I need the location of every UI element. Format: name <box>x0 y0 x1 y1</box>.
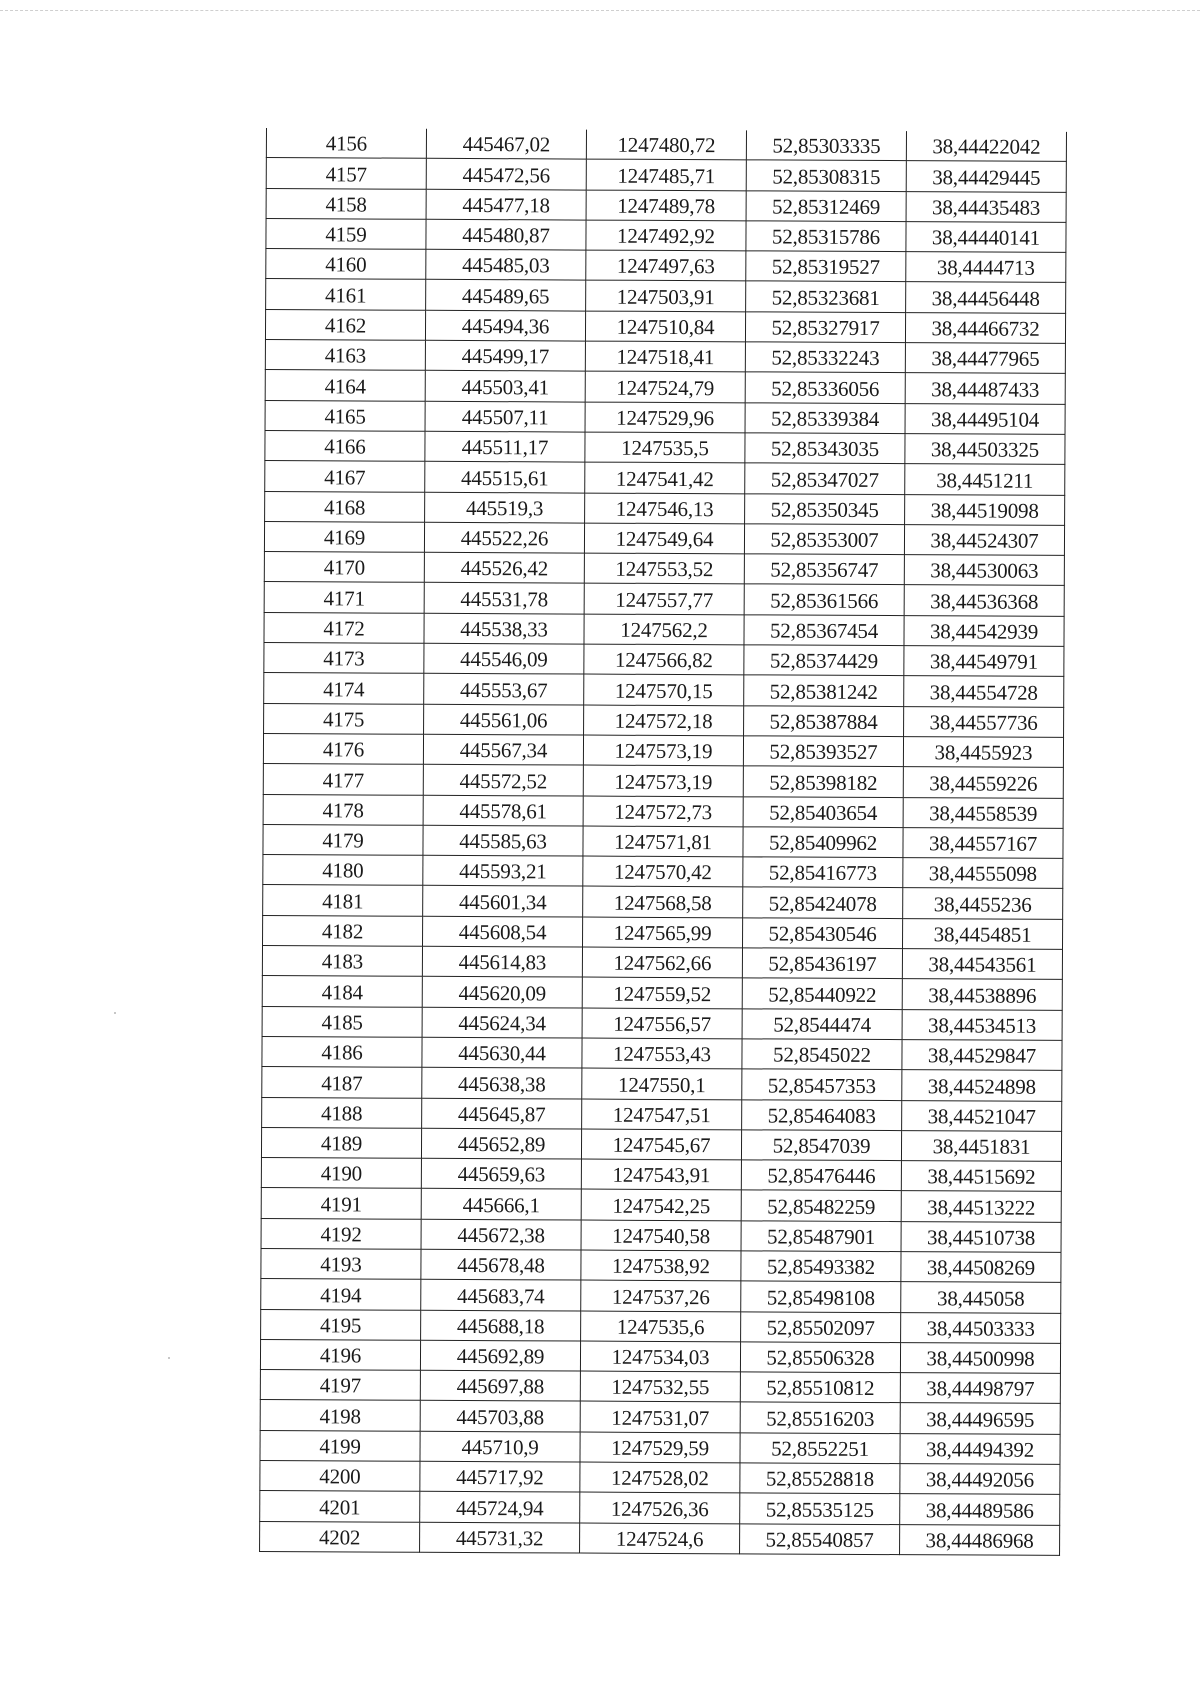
table-row <box>265 491 1065 525</box>
table-row <box>260 1400 1060 1434</box>
y-coordinate-cell: 1247565,99 <box>583 917 743 948</box>
y-coordinate-cell: 1247535,5 <box>585 432 745 463</box>
table-row <box>263 764 1063 798</box>
table-row <box>264 612 1064 646</box>
latitude-cell: 52,85506328 <box>740 1342 900 1373</box>
x-coordinate-cell: 445546,09 <box>424 643 584 674</box>
latitude-cell: 52,85319527 <box>746 251 906 282</box>
point-number-cell: 4181 <box>263 885 423 916</box>
x-coordinate-cell: 445499,17 <box>425 340 585 371</box>
point-number-cell: 4168 <box>265 491 425 522</box>
longitude-cell: 38,44495104 <box>905 403 1065 434</box>
longitude-cell: 38,44557736 <box>904 706 1064 737</box>
latitude-cell: 52,85332243 <box>745 342 905 373</box>
longitude-cell: 38,44513222 <box>901 1191 1061 1222</box>
y-coordinate-cell: 1247568,58 <box>583 886 743 917</box>
latitude-cell: 52,85457353 <box>742 1069 902 1100</box>
longitude-cell: 38,4451211 <box>905 464 1065 495</box>
x-coordinate-cell: 445561,06 <box>424 704 584 735</box>
longitude-cell: 38,44555098 <box>903 858 1063 889</box>
latitude-cell: 52,85516203 <box>740 1402 900 1433</box>
latitude-cell: 52,8545022 <box>742 1039 902 1070</box>
table-row <box>261 1127 1061 1161</box>
table-row <box>262 976 1062 1010</box>
table-row <box>262 1006 1062 1040</box>
point-number-cell: 4197 <box>260 1370 420 1401</box>
y-coordinate-cell: 1247573,19 <box>583 765 743 796</box>
longitude-cell: 38,44559226 <box>903 767 1063 798</box>
x-coordinate-cell: 445511,17 <box>425 431 585 462</box>
longitude-cell: 38,44477965 <box>905 343 1065 374</box>
table-row <box>260 1491 1060 1525</box>
table-row <box>264 521 1064 555</box>
table-row <box>260 1339 1060 1373</box>
y-coordinate-cell: 1247562,66 <box>582 947 742 978</box>
table-row <box>263 915 1063 949</box>
latitude-cell: 52,85347027 <box>745 463 905 494</box>
y-coordinate-cell: 1247480,72 <box>586 130 746 161</box>
point-number-cell: 4182 <box>263 915 423 946</box>
longitude-cell: 38,44456448 <box>906 282 1066 313</box>
latitude-cell: 52,85323681 <box>746 281 906 312</box>
latitude-cell: 52,85387884 <box>744 705 904 736</box>
x-coordinate-cell: 445601,34 <box>423 886 583 917</box>
point-number-cell: 4174 <box>264 673 424 704</box>
x-coordinate-cell: 445593,21 <box>423 855 583 886</box>
x-coordinate-cell: 445553,67 <box>424 674 584 705</box>
point-number-cell: 4196 <box>260 1339 420 1370</box>
point-number-cell: 4158 <box>266 188 426 219</box>
longitude-cell: 38,44440141 <box>906 222 1066 253</box>
point-number-cell: 4160 <box>266 249 426 280</box>
longitude-cell: 38,44542939 <box>904 615 1064 646</box>
longitude-cell: 38,44500998 <box>900 1342 1060 1373</box>
point-number-cell: 4159 <box>266 218 426 249</box>
x-coordinate-cell: 445572,52 <box>423 765 583 796</box>
table-row <box>262 1036 1062 1070</box>
y-coordinate-cell: 1247549,64 <box>584 523 744 554</box>
y-coordinate-cell: 1247489,78 <box>586 190 746 221</box>
table-row <box>261 1188 1061 1222</box>
point-number-cell: 4172 <box>264 612 424 643</box>
x-coordinate-cell: 445717,92 <box>420 1461 580 1492</box>
point-number-cell: 4165 <box>265 400 425 431</box>
latitude-cell: 52,85424078 <box>743 887 903 918</box>
point-number-cell: 4189 <box>261 1127 421 1158</box>
latitude-cell: 52,85528818 <box>740 1463 900 1494</box>
longitude-cell: 38,44536368 <box>904 585 1064 616</box>
table-row <box>264 703 1064 737</box>
latitude-cell: 52,85487901 <box>741 1221 901 1252</box>
x-coordinate-cell: 445531,78 <box>424 583 584 614</box>
x-coordinate-cell: 445688,18 <box>421 1310 581 1341</box>
latitude-cell: 52,85502097 <box>741 1311 901 1342</box>
y-coordinate-cell: 1247562,2 <box>584 614 744 645</box>
longitude-cell: 38,4455923 <box>903 737 1063 768</box>
longitude-cell: 38,44549791 <box>904 646 1064 677</box>
longitude-cell: 38,4451831 <box>901 1130 1061 1161</box>
longitude-cell: 38,44422042 <box>906 131 1066 162</box>
table-row <box>263 794 1063 828</box>
latitude-cell: 52,8552251 <box>740 1433 900 1464</box>
latitude-cell: 52,85493382 <box>741 1251 901 1282</box>
point-number-cell: 4167 <box>265 461 425 492</box>
y-coordinate-cell: 1247528,02 <box>580 1462 740 1493</box>
x-coordinate-cell: 445692,89 <box>420 1340 580 1371</box>
table-row <box>266 128 1066 162</box>
point-number-cell: 4175 <box>264 703 424 734</box>
x-coordinate-cell: 445710,9 <box>420 1431 580 1462</box>
y-coordinate-cell: 1247540,58 <box>581 1220 741 1251</box>
point-number-cell: 4194 <box>261 1279 421 1310</box>
x-coordinate-cell: 445697,88 <box>420 1370 580 1401</box>
y-coordinate-cell: 1247571,81 <box>583 826 743 857</box>
x-coordinate-cell: 445652,89 <box>421 1128 581 1159</box>
longitude-cell: 38,445058 <box>901 1282 1061 1313</box>
y-coordinate-cell: 1247570,42 <box>583 856 743 887</box>
point-number-cell: 4166 <box>265 430 425 461</box>
y-coordinate-cell: 1247573,19 <box>583 735 743 766</box>
latitude-cell: 52,85535125 <box>740 1493 900 1524</box>
table-row <box>261 1309 1061 1343</box>
point-number-cell: 4186 <box>262 1036 422 1067</box>
longitude-cell: 38,44534513 <box>902 1009 1062 1040</box>
point-number-cell: 4183 <box>262 946 422 977</box>
scan-speck <box>168 1357 170 1359</box>
longitude-cell: 38,4444713 <box>906 252 1066 283</box>
point-number-cell: 4176 <box>263 733 423 764</box>
y-coordinate-cell: 1247531,07 <box>580 1402 740 1433</box>
table-row <box>260 1370 1060 1404</box>
latitude-cell: 52,8544474 <box>742 1008 902 1039</box>
y-coordinate-cell: 1247546,13 <box>585 493 745 524</box>
y-coordinate-cell: 1247547,51 <box>582 1099 742 1130</box>
longitude-cell: 38,44538896 <box>902 979 1062 1010</box>
y-coordinate-cell: 1247550,1 <box>582 1068 742 1099</box>
latitude-cell: 52,85353007 <box>744 524 904 555</box>
longitude-cell: 38,44435483 <box>906 191 1066 222</box>
latitude-cell: 52,85381242 <box>744 675 904 706</box>
table-row <box>265 461 1065 495</box>
latitude-cell: 52,85540857 <box>740 1523 900 1554</box>
longitude-cell: 38,44558539 <box>903 797 1063 828</box>
x-coordinate-cell: 445614,83 <box>422 946 582 977</box>
longitude-cell: 38,44530063 <box>904 555 1064 586</box>
table-row <box>264 552 1064 586</box>
longitude-cell: 38,44498797 <box>900 1373 1060 1404</box>
longitude-cell: 38,44510738 <box>901 1221 1061 1252</box>
table-row <box>261 1248 1061 1282</box>
y-coordinate-cell: 1247535,6 <box>581 1311 741 1342</box>
point-number-cell: 4161 <box>266 279 426 310</box>
latitude-cell: 52,85510812 <box>740 1372 900 1403</box>
table-row <box>263 855 1063 889</box>
x-coordinate-cell: 445519,3 <box>425 492 585 523</box>
y-coordinate-cell: 1247537,26 <box>581 1280 741 1311</box>
table-row <box>263 885 1063 919</box>
table-row <box>265 340 1065 374</box>
point-number-cell: 4184 <box>262 976 422 1007</box>
point-number-cell: 4185 <box>262 1006 422 1037</box>
longitude-cell: 38,44543561 <box>902 949 1062 980</box>
longitude-cell: 38,44466732 <box>905 312 1065 343</box>
latitude-cell: 52,85336056 <box>745 372 905 403</box>
point-number-cell: 4202 <box>260 1521 420 1552</box>
longitude-cell: 38,44524307 <box>904 524 1064 555</box>
latitude-cell: 52,85482259 <box>741 1190 901 1221</box>
x-coordinate-cell: 445578,61 <box>423 795 583 826</box>
latitude-cell: 52,85350345 <box>745 493 905 524</box>
latitude-cell: 52,85476446 <box>741 1160 901 1191</box>
table-row <box>264 643 1064 677</box>
table-row <box>265 309 1065 343</box>
x-coordinate-cell: 445672,38 <box>421 1219 581 1250</box>
point-number-cell: 4200 <box>260 1461 420 1492</box>
latitude-cell: 52,85315786 <box>746 221 906 252</box>
table-row <box>265 430 1065 464</box>
latitude-cell: 52,85327917 <box>745 312 905 343</box>
table-row <box>264 673 1064 707</box>
y-coordinate-cell: 1247532,55 <box>580 1371 740 1402</box>
table-row <box>261 1279 1061 1313</box>
latitude-cell: 52,85498108 <box>741 1281 901 1312</box>
table-row <box>266 158 1066 192</box>
y-coordinate-cell: 1247492,92 <box>586 220 746 251</box>
x-coordinate-cell: 445645,87 <box>422 1098 582 1129</box>
y-coordinate-cell: 1247485,71 <box>586 159 746 190</box>
x-coordinate-cell: 445515,61 <box>425 462 585 493</box>
table-row <box>261 1158 1061 1192</box>
table-row <box>266 279 1066 313</box>
x-coordinate-cell: 445489,65 <box>426 280 586 311</box>
x-coordinate-cell: 445703,88 <box>420 1401 580 1432</box>
table-row <box>261 1218 1061 1252</box>
latitude-cell: 52,85409962 <box>743 827 903 858</box>
y-coordinate-cell: 1247559,52 <box>582 977 742 1008</box>
latitude-cell: 52,8547039 <box>741 1130 901 1161</box>
point-number-cell: 4169 <box>264 521 424 552</box>
latitude-cell: 52,85312469 <box>746 190 906 221</box>
point-number-cell: 4180 <box>263 855 423 886</box>
longitude-cell: 38,44521047 <box>902 1100 1062 1131</box>
y-coordinate-cell: 1247553,43 <box>582 1038 742 1069</box>
y-coordinate-cell: 1247553,52 <box>584 553 744 584</box>
latitude-cell: 52,85430546 <box>742 918 902 949</box>
point-number-cell: 4163 <box>265 340 425 371</box>
x-coordinate-cell: 445472,56 <box>426 159 586 190</box>
point-number-cell: 4199 <box>260 1430 420 1461</box>
point-number-cell: 4177 <box>263 764 423 795</box>
latitude-cell: 52,85361566 <box>744 584 904 615</box>
table-row <box>266 188 1066 222</box>
y-coordinate-cell: 1247570,15 <box>584 674 744 705</box>
table-row <box>260 1461 1060 1495</box>
point-number-cell: 4162 <box>265 309 425 340</box>
point-number-cell: 4198 <box>260 1400 420 1431</box>
point-number-cell: 4173 <box>264 643 424 674</box>
y-coordinate-cell: 1247566,82 <box>584 644 744 675</box>
point-number-cell: 4191 <box>261 1188 421 1219</box>
latitude-cell: 52,85398182 <box>743 766 903 797</box>
longitude-cell: 38,44429445 <box>906 161 1066 192</box>
latitude-cell: 52,85303335 <box>746 130 906 161</box>
x-coordinate-cell: 445507,11 <box>425 401 585 432</box>
y-coordinate-cell: 1247497,63 <box>586 250 746 281</box>
table-row <box>263 733 1063 767</box>
point-number-cell: 4188 <box>262 1097 422 1128</box>
longitude-cell: 38,44519098 <box>905 494 1065 525</box>
x-coordinate-cell: 445526,42 <box>424 552 584 583</box>
x-coordinate-cell: 445477,18 <box>426 189 586 220</box>
longitude-cell: 38,44487433 <box>905 373 1065 404</box>
y-coordinate-cell: 1247524,6 <box>580 1523 740 1554</box>
y-coordinate-cell: 1247556,57 <box>582 1008 742 1039</box>
point-number-cell: 4171 <box>264 582 424 613</box>
point-number-cell: 4170 <box>264 552 424 583</box>
y-coordinate-cell: 1247503,91 <box>586 281 746 312</box>
coordinates-table <box>259 128 1067 1556</box>
x-coordinate-cell: 445538,33 <box>424 613 584 644</box>
x-coordinate-cell: 445638,38 <box>422 1067 582 1098</box>
table-row <box>263 824 1063 858</box>
latitude-cell: 52,85440922 <box>742 978 902 1009</box>
latitude-cell: 52,85367454 <box>744 615 904 646</box>
point-number-cell: 4164 <box>265 370 425 401</box>
point-number-cell: 4178 <box>263 794 423 825</box>
y-coordinate-cell: 1247510,84 <box>585 311 745 342</box>
x-coordinate-cell: 445620,09 <box>422 977 582 1008</box>
y-coordinate-cell: 1247543,91 <box>581 1159 741 1190</box>
longitude-cell: 38,44496595 <box>900 1403 1060 1434</box>
longitude-cell: 38,44503333 <box>901 1312 1061 1343</box>
point-number-cell: 4156 <box>266 128 426 159</box>
x-coordinate-cell: 445485,03 <box>426 249 586 280</box>
longitude-cell: 38,4454851 <box>902 918 1062 949</box>
x-coordinate-cell: 445724,94 <box>420 1492 580 1523</box>
longitude-cell: 38,44557167 <box>903 827 1063 858</box>
y-coordinate-cell: 1247545,67 <box>581 1129 741 1160</box>
longitude-cell: 38,44489586 <box>900 1494 1060 1525</box>
longitude-cell: 38,44492056 <box>900 1464 1060 1495</box>
longitude-cell: 38,44486968 <box>900 1524 1060 1555</box>
table-row <box>260 1521 1060 1555</box>
x-coordinate-cell: 445503,41 <box>425 371 585 402</box>
y-coordinate-cell: 1247534,03 <box>580 1341 740 1372</box>
point-number-cell: 4195 <box>261 1309 421 1340</box>
x-coordinate-cell: 445659,63 <box>421 1158 581 1189</box>
x-coordinate-cell: 445567,34 <box>423 734 583 765</box>
latitude-cell: 52,85356747 <box>744 554 904 585</box>
scan-speck <box>114 1012 116 1014</box>
x-coordinate-cell: 445608,54 <box>423 916 583 947</box>
point-number-cell: 4187 <box>262 1067 422 1098</box>
y-coordinate-cell: 1247541,42 <box>585 462 745 493</box>
longitude-cell: 38,44524898 <box>902 1070 1062 1101</box>
y-coordinate-cell: 1247529,59 <box>580 1432 740 1463</box>
latitude-cell: 52,85416773 <box>743 857 903 888</box>
longitude-cell: 38,44503325 <box>905 434 1065 465</box>
x-coordinate-cell: 445480,87 <box>426 219 586 250</box>
scan-edge-line <box>0 10 1200 11</box>
table-row <box>262 1097 1062 1131</box>
x-coordinate-cell: 445683,74 <box>421 1280 581 1311</box>
latitude-cell: 52,85308315 <box>746 160 906 191</box>
latitude-cell: 52,85436197 <box>742 948 902 979</box>
table-row <box>260 1430 1060 1464</box>
longitude-cell: 38,4455236 <box>903 888 1063 919</box>
x-coordinate-cell: 445522,26 <box>424 522 584 553</box>
latitude-cell: 52,85339384 <box>745 403 905 434</box>
longitude-cell: 38,44508269 <box>901 1252 1061 1283</box>
coordinates-table-body <box>260 128 1067 1555</box>
x-coordinate-cell: 445666,1 <box>421 1189 581 1220</box>
x-coordinate-cell: 445630,44 <box>422 1037 582 1068</box>
longitude-cell: 38,44529847 <box>902 1040 1062 1071</box>
x-coordinate-cell: 445494,36 <box>425 310 585 341</box>
longitude-cell: 38,44494392 <box>900 1433 1060 1464</box>
y-coordinate-cell: 1247524,79 <box>585 371 745 402</box>
point-number-cell: 4192 <box>261 1218 421 1249</box>
y-coordinate-cell: 1247542,25 <box>581 1189 741 1220</box>
x-coordinate-cell: 445585,63 <box>423 825 583 856</box>
table-row <box>265 370 1065 404</box>
y-coordinate-cell: 1247529,96 <box>585 402 745 433</box>
point-number-cell: 4157 <box>266 158 426 189</box>
x-coordinate-cell: 445678,48 <box>421 1249 581 1280</box>
y-coordinate-cell: 1247572,73 <box>583 796 743 827</box>
latitude-cell: 52,85374429 <box>744 645 904 676</box>
table-row <box>266 249 1066 283</box>
longitude-cell: 38,44515692 <box>901 1161 1061 1192</box>
table-row <box>266 218 1066 252</box>
point-number-cell: 4193 <box>261 1248 421 1279</box>
point-number-cell: 4179 <box>263 824 423 855</box>
x-coordinate-cell: 445467,02 <box>426 129 586 160</box>
latitude-cell: 52,85464083 <box>742 1099 902 1130</box>
table-row <box>264 582 1064 616</box>
x-coordinate-cell: 445624,34 <box>422 1007 582 1038</box>
y-coordinate-cell: 1247518,41 <box>585 341 745 372</box>
y-coordinate-cell: 1247557,77 <box>584 584 744 615</box>
latitude-cell: 52,85343035 <box>745 433 905 464</box>
table-row <box>262 1067 1062 1101</box>
y-coordinate-cell: 1247526,36 <box>580 1492 740 1523</box>
x-coordinate-cell: 445731,32 <box>420 1522 580 1553</box>
point-number-cell: 4201 <box>260 1491 420 1522</box>
table-row <box>265 400 1065 434</box>
latitude-cell: 52,85393527 <box>743 736 903 767</box>
point-number-cell: 4190 <box>261 1158 421 1189</box>
latitude-cell: 52,85403654 <box>743 796 903 827</box>
table-row <box>262 946 1062 980</box>
y-coordinate-cell: 1247538,92 <box>581 1250 741 1281</box>
longitude-cell: 38,44554728 <box>904 676 1064 707</box>
y-coordinate-cell: 1247572,18 <box>584 705 744 736</box>
